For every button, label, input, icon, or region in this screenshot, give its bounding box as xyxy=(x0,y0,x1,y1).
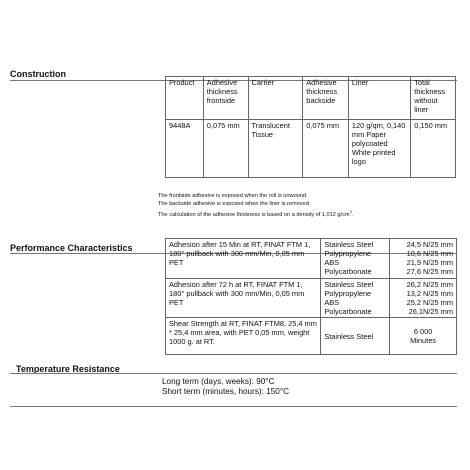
header-carrier: Carrier xyxy=(248,77,303,120)
cell-adhesive-frontside: 0,075 mm xyxy=(203,120,248,178)
cell-carrier: Translucent Tissue xyxy=(248,120,303,178)
note-frontside: The frontside adhesive is exposed when the roll is unwound. xyxy=(158,193,308,199)
temperature-heading: Temperature Resistance xyxy=(16,364,120,374)
header-adhesive-frontside: Adhesive thickness frontside xyxy=(203,77,248,120)
construction-heading: Construction xyxy=(10,69,66,79)
header-liner: Liner xyxy=(348,77,410,120)
perf-material: Polypropylene xyxy=(324,249,372,258)
perf-values-2 xyxy=(390,279,457,318)
cell-liner: 120 g/qm, 0,140 mm Paper polycoated White printed logo xyxy=(348,120,410,178)
perf-value: 24,5 N/25 mm xyxy=(406,240,453,249)
header-adhesive-backside: Adhesive thickness backside xyxy=(303,77,349,120)
note-backside: The backside adhesive is exposed when the liner is removed. xyxy=(158,201,311,207)
perf-value: 27,6 N/25 mm xyxy=(406,267,453,276)
perf-material: Stainless Steel xyxy=(324,240,374,249)
perf-test-3: Shear Strength at RT, FINAT FTM8, 25,4 mm * 25,4 mm area, with PET 0,05 mm, weight 1000 g. at RT. xyxy=(166,318,321,355)
cell-adhesive-backside: 0,075 mm xyxy=(303,120,349,178)
perf-material: Stainless Steel xyxy=(324,331,374,341)
perf-value: 25,2 N/25 mm xyxy=(406,298,453,307)
perf-material: Polycarbonate xyxy=(324,307,372,316)
construction-data-row xyxy=(166,120,456,178)
perf-value: 26,1N/25 mm xyxy=(408,307,453,316)
perf-material: ABS xyxy=(324,258,340,267)
performance-row xyxy=(166,318,457,355)
perf-value: 21,9 N/25 mm xyxy=(406,258,453,267)
perf-materials-1 xyxy=(321,239,390,279)
performance-table xyxy=(165,238,457,355)
perf-test-1: Adhesion after 15 Min at RT, FINAT FTM 1, 180° pullback with 300 mm/Min, 0,05 mm PET xyxy=(166,239,321,279)
header-product: Product xyxy=(166,77,204,120)
perf-value: 13,2 N/25 mm xyxy=(406,289,453,298)
perf-value: 26,2 N/25 mm xyxy=(406,280,453,289)
note-density-superscript: 3 xyxy=(349,209,352,214)
perf-materials-2 xyxy=(321,279,390,318)
perf-material: ABS xyxy=(324,298,340,307)
cell-product: 9448A xyxy=(166,120,204,178)
performance-heading: Performance Characteristics xyxy=(10,243,133,253)
perf-material: Stainless Steel xyxy=(324,280,374,289)
temperature-short-term: Short term (minutes, hours): 150°C xyxy=(162,387,290,396)
note-density xyxy=(158,208,353,219)
perf-values-3: 6 000 Minutes xyxy=(390,318,457,355)
performance-row xyxy=(166,279,457,318)
header-total-thickness: Total thickness without liner xyxy=(411,77,456,120)
perf-value: 10,6 N/25 mm xyxy=(406,249,453,258)
perf-test-2: Adhesion after 72 h at RT, FINAT FTM 1, 180° pullback with 300 mm/Min, 0,05 mm PET xyxy=(166,279,321,318)
cell-total-thickness: 0,150 mm xyxy=(411,120,456,178)
temperature-divider xyxy=(10,373,457,374)
bottom-divider xyxy=(10,406,457,407)
perf-materials-3 xyxy=(321,318,390,355)
perf-values-1 xyxy=(390,239,457,279)
perf-material: Polycarbonate xyxy=(324,267,372,276)
temperature-long-term: Long term (days, weeks): 90°C xyxy=(162,377,275,386)
performance-row xyxy=(166,239,457,279)
note-density-text: The calculation of the adhesive thickness is based on a density of 1,012 g/cm xyxy=(158,211,350,218)
construction-header-row xyxy=(166,77,456,120)
perf-material: Polypropylene xyxy=(324,289,372,298)
note-density-period: . xyxy=(351,211,354,218)
construction-table xyxy=(165,76,456,178)
